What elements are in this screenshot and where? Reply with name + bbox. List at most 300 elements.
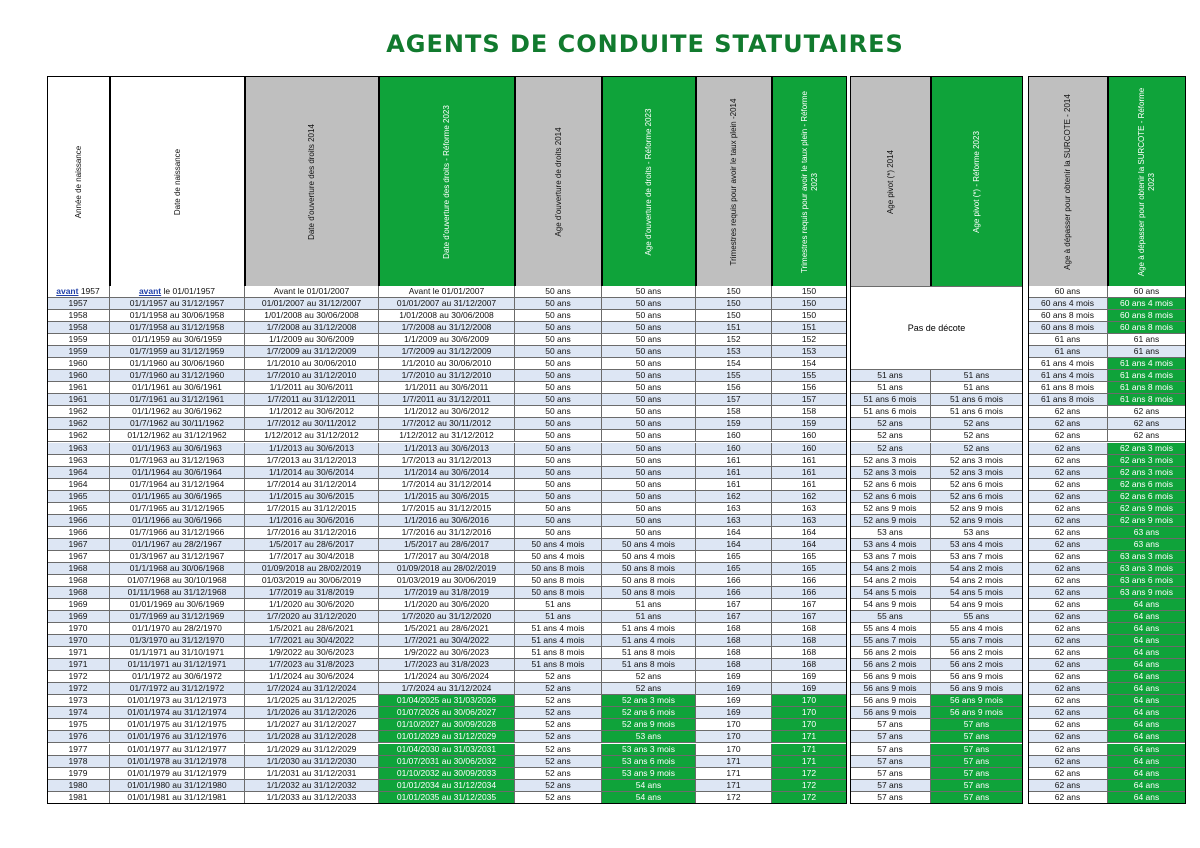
header-label: Date d'ouverture des droits 2014 — [307, 123, 316, 240]
table-cell: Avant le 01/01/2007 — [379, 286, 515, 298]
table-cell: 50 ans — [602, 358, 696, 370]
table-cell: 162 — [696, 491, 772, 503]
table-cell: 52 ans 9 mois — [602, 719, 696, 731]
table-cell: 152 — [696, 334, 772, 346]
table-cell: 54 ans 2 mois — [931, 563, 1023, 575]
table-cell: 155 — [696, 370, 772, 382]
table-cell: 51 ans 4 mois — [515, 635, 602, 647]
table-cell: 54 ans — [602, 780, 696, 792]
table-cell: 50 ans — [602, 515, 696, 527]
table-cell: 150 — [696, 286, 772, 298]
table-cell: 52 ans — [515, 719, 602, 731]
table-cell: 1967 — [47, 539, 110, 551]
table-cell: 1959 — [47, 346, 110, 358]
table-cell: 61 ans — [1028, 346, 1108, 358]
table-cell: 62 ans — [1028, 719, 1108, 731]
table-cell: 172 — [772, 792, 847, 804]
table-cell: 62 ans — [1108, 430, 1186, 442]
table-cell: 50 ans — [602, 298, 696, 310]
table-cell: 64 ans — [1108, 611, 1186, 623]
table-cell: 172 — [696, 792, 772, 804]
table-cell: 52 ans 3 mois — [931, 455, 1023, 467]
table-cell: 161 — [772, 467, 847, 479]
table-cell: 01/01/2007 au 31/12/2007 — [379, 298, 515, 310]
table-cell: 61 ans 4 mois — [1028, 358, 1108, 370]
table-cell: 52 ans — [850, 443, 931, 455]
table-cell: 57 ans — [931, 768, 1023, 780]
table-cell: 50 ans — [602, 479, 696, 491]
table-cell: 50 ans — [602, 418, 696, 430]
table-cell: 52 ans — [515, 731, 602, 743]
table-cell: 52 ans 3 mois — [931, 467, 1023, 479]
table-cell: 64 ans — [1108, 744, 1186, 756]
table-cell: 165 — [696, 563, 772, 575]
table-cell: 170 — [696, 731, 772, 743]
table-cell: 1/7/2019 au 31/8/2019 — [245, 587, 379, 599]
table-cell: 1962 — [47, 430, 110, 442]
table-cell: 55 ans — [850, 611, 931, 623]
table-cell: 01/7/1966 au 31/12/1966 — [110, 527, 245, 539]
table-cell: 63 ans 3 mois — [1108, 551, 1186, 563]
table-cell: 01/1/1963 au 30/6/1963 — [110, 443, 245, 455]
table-cell: 165 — [696, 551, 772, 563]
table-cell: 172 — [772, 768, 847, 780]
table-cell: 62 ans 9 mois — [1108, 503, 1186, 515]
table-cell: 1979 — [47, 768, 110, 780]
table-cell: 1/1/2009 au 30/6/2009 — [379, 334, 515, 346]
table-cell: 53 ans 7 mois — [850, 551, 931, 563]
table-cell: 50 ans — [602, 346, 696, 358]
table-cell: 1/7/2009 au 31/12/2009 — [379, 346, 515, 358]
table-cell: 154 — [772, 358, 847, 370]
table-cell: 170 — [696, 744, 772, 756]
table-cell: 1/12/2012 au 31/12/2012 — [245, 430, 379, 442]
table-cell: 60 ans 8 mois — [1028, 310, 1108, 322]
table-cell: 54 ans 9 mois — [850, 599, 931, 611]
table-cell: 52 ans 3 mois — [850, 467, 931, 479]
table-cell: 54 ans 2 mois — [850, 575, 931, 587]
table-cell: 1/1/2012 au 30/6/2012 — [245, 406, 379, 418]
table-cell: 01/7/1959 au 31/12/1959 — [110, 346, 245, 358]
table-cell: 168 — [772, 647, 847, 659]
table-cell: 56 ans 9 mois — [850, 683, 931, 695]
table-cell: 62 ans — [1028, 744, 1108, 756]
table-cell: 1/7/2016 au 31/12/2016 — [245, 527, 379, 539]
table-cell: 64 ans — [1108, 635, 1186, 647]
table-cell: 1961 — [47, 394, 110, 406]
header-birth-year — [47, 76, 110, 286]
table-cell: 1/7/2021 au 30/4/2022 — [245, 635, 379, 647]
table-cell: 57 ans — [931, 780, 1023, 792]
table-cell: 51 ans — [850, 382, 931, 394]
table-cell: 1/1/2010 au 30/06/2010 — [379, 358, 515, 370]
table-cell: 57 ans — [850, 744, 931, 756]
table-cell: 151 — [772, 322, 847, 334]
table-cell: 55 ans — [931, 611, 1023, 623]
table-cell: 1/7/2015 au 31/12/2015 — [245, 503, 379, 515]
table-cell: 61 ans — [1028, 334, 1108, 346]
date-before-link[interactable]: avant — [138, 286, 162, 296]
table-cell: 62 ans — [1028, 515, 1108, 527]
table-cell: 162 — [772, 491, 847, 503]
table-cell: 1/1/2014 au 30/6/2014 — [245, 467, 379, 479]
table-cell: 62 ans — [1028, 731, 1108, 743]
table-cell: 1972 — [47, 683, 110, 695]
table-cell: 56 ans 9 mois — [850, 707, 931, 719]
table-cell: 01/7/1963 au 31/12/1963 — [110, 455, 245, 467]
table-cell: 50 ans — [515, 503, 602, 515]
year-before-link[interactable]: avant — [56, 286, 79, 296]
table-cell: 52 ans — [602, 683, 696, 695]
table-cell: 50 ans 4 mois — [515, 539, 602, 551]
table-cell: 1960 — [47, 370, 110, 382]
table-cell: 52 ans 9 mois — [931, 515, 1023, 527]
table-cell: 63 ans 6 mois — [1108, 575, 1186, 587]
table-cell: 1/1/2027 au 31/12/2027 — [245, 719, 379, 731]
table-cell: 163 — [772, 503, 847, 515]
table-cell: 01/01/1980 au 31/12/1980 — [110, 780, 245, 792]
table-cell: 50 ans — [515, 467, 602, 479]
table-cell: 54 ans 9 mois — [931, 599, 1023, 611]
table-cell: 158 — [772, 406, 847, 418]
table-cell: 63 ans — [1108, 527, 1186, 539]
table-cell: 50 ans 8 mois — [602, 575, 696, 587]
table-cell: 01/7/1958 au 31/12/1958 — [110, 322, 245, 334]
table-cell: 51 ans 8 mois — [602, 659, 696, 671]
table-cell: 61 ans 8 mois — [1028, 394, 1108, 406]
table-cell: 61 ans — [1108, 346, 1186, 358]
table-cell: 56 ans 9 mois — [931, 683, 1023, 695]
table-cell: 161 — [696, 479, 772, 491]
table-cell: 01/1/1960 au 30/06/1960 — [110, 358, 245, 370]
table-cell: 50 ans — [602, 503, 696, 515]
table-cell: 57 ans — [850, 719, 931, 731]
table-cell: 50 ans — [602, 406, 696, 418]
table-cell: 62 ans — [1028, 479, 1108, 491]
table-cell: 160 — [696, 430, 772, 442]
table-cell: 1/1/2014 au 30/6/2014 — [379, 467, 515, 479]
table-cell: 64 ans — [1108, 683, 1186, 695]
table-cell: 160 — [772, 430, 847, 442]
table-cell: 01/1/1964 au 30/6/1964 — [110, 467, 245, 479]
table-cell: 01/1/1972 au 30/6/1972 — [110, 671, 245, 683]
table-cell — [110, 286, 245, 298]
table-cell: 1/7/2013 au 31/12/2013 — [379, 455, 515, 467]
table-cell: 55 ans 7 mois — [931, 635, 1023, 647]
table-cell: 01/1/1966 au 30/6/1966 — [110, 515, 245, 527]
table-cell: 01/07/1968 au 30/10/1968 — [110, 575, 245, 587]
header-label: Age d'ouverture de droits 2014 — [553, 126, 563, 237]
table-cell: 1/7/2010 au 31/12/2010 — [379, 370, 515, 382]
table-cell: 01/01/1978 au 31/12/1978 — [110, 756, 245, 768]
table-cell: 52 ans 9 mois — [850, 515, 931, 527]
table-cell: 63 ans 3 mois — [1108, 563, 1186, 575]
table-cell: 1/1/2009 au 30/6/2009 — [245, 334, 379, 346]
table-cell: 01/01/2007 au 31/12/2007 — [245, 298, 379, 310]
table-cell: 60 ans — [1108, 286, 1186, 298]
table-cell: 1966 — [47, 515, 110, 527]
header-surcote-age-2014 — [1028, 76, 1108, 286]
table-cell: 62 ans 6 mois — [1108, 491, 1186, 503]
table-cell: 63 ans — [1108, 539, 1186, 551]
table-cell: 56 ans 9 mois — [931, 707, 1023, 719]
table-cell: 52 ans — [931, 430, 1023, 442]
no-decote-cell: Pas de décote — [850, 286, 1023, 370]
table-cell: 62 ans — [1028, 587, 1108, 599]
table-cell: 1/7/2011 au 31/12/2011 — [245, 394, 379, 406]
table-cell: 1/1/2024 au 30/6/2024 — [245, 671, 379, 683]
table-cell: 01/7/1961 au 31/12/1961 — [110, 394, 245, 406]
table-cell: 54 ans 2 mois — [931, 575, 1023, 587]
table-cell: 1/7/2013 au 31/12/2013 — [245, 455, 379, 467]
table-cell: 1966 — [47, 527, 110, 539]
table-cell: 53 ans — [931, 527, 1023, 539]
table-cell: 171 — [772, 744, 847, 756]
table-cell: 150 — [772, 286, 847, 298]
table-cell: 01/1/1958 au 30/06/1958 — [110, 310, 245, 322]
table-cell: 53 ans 6 mois — [602, 756, 696, 768]
table-cell: 57 ans — [931, 719, 1023, 731]
table-cell: 1/7/2008 au 31/12/2008 — [379, 322, 515, 334]
table-cell: 61 ans — [1108, 334, 1186, 346]
table-cell: 01/1/1965 au 30/6/1965 — [110, 491, 245, 503]
table-cell: 1/7/2008 au 31/12/2008 — [245, 322, 379, 334]
table-cell: 62 ans 3 mois — [1108, 443, 1186, 455]
table-cell: 1/1/2025 au 31/12/2025 — [245, 695, 379, 707]
table-cell: 57 ans — [931, 756, 1023, 768]
table-cell: 64 ans — [1108, 792, 1186, 804]
table-cell: 50 ans — [515, 455, 602, 467]
table-cell: 1/1/2024 au 30/6/2024 — [379, 671, 515, 683]
table-cell: 171 — [696, 780, 772, 792]
table-cell: 01/1/1961 au 30/6/1961 — [110, 382, 245, 394]
table-cell: 50 ans — [602, 455, 696, 467]
table-cell: 01/10/2027 au 30/09/2028 — [379, 719, 515, 731]
table-cell: 51 ans — [931, 370, 1023, 382]
table-cell: 151 — [696, 322, 772, 334]
table-cell: 50 ans — [515, 430, 602, 442]
table-cell: 170 — [772, 695, 847, 707]
table-cell: 1/1/2012 au 30/6/2012 — [379, 406, 515, 418]
header-pivot-age-2014 — [850, 76, 931, 286]
table-cell: 168 — [696, 659, 772, 671]
table-cell: 64 ans — [1108, 647, 1186, 659]
table-cell: 50 ans — [602, 382, 696, 394]
table-cell: 01/01/1976 au 31/12/1976 — [110, 731, 245, 743]
table-cell: 60 ans 8 mois — [1108, 322, 1186, 334]
table-cell: 169 — [696, 683, 772, 695]
table-cell: 01/01/1973 au 31/12/1973 — [110, 695, 245, 707]
table-cell: 62 ans — [1028, 792, 1108, 804]
table-cell: 52 ans — [850, 430, 931, 442]
table-cell: 50 ans — [602, 334, 696, 346]
table-cell: 52 ans — [931, 418, 1023, 430]
table-cell: 54 ans 5 mois — [850, 587, 931, 599]
table-cell: 170 — [772, 719, 847, 731]
table-cell: 51 ans — [515, 599, 602, 611]
table-cell: 1976 — [47, 731, 110, 743]
table-cell: 1981 — [47, 792, 110, 804]
table-cell: 57 ans — [850, 780, 931, 792]
header-label: Année de naissance — [73, 145, 83, 218]
table-cell: 62 ans — [1028, 503, 1108, 515]
table-cell: 01/7/1969 au 31/12/1969 — [110, 611, 245, 623]
table-cell: 01/1/1959 au 30/6/1959 — [110, 334, 245, 346]
table-cell: 62 ans — [1028, 611, 1108, 623]
table-cell: 1/7/2020 au 31/12/2020 — [379, 611, 515, 623]
table-cell: 51 ans 4 mois — [602, 623, 696, 635]
table-cell: 1978 — [47, 756, 110, 768]
table-cell: 62 ans — [1028, 455, 1108, 467]
table-cell: 60 ans — [1028, 286, 1108, 298]
table-cell: 55 ans 7 mois — [850, 635, 931, 647]
table-cell: 50 ans — [515, 334, 602, 346]
table-cell: 50 ans — [602, 467, 696, 479]
table-cell: 169 — [696, 695, 772, 707]
table-cell: 01/01/1977 au 31/12/1977 — [110, 744, 245, 756]
table-cell: 1959 — [47, 334, 110, 346]
table-cell: 1/1/2029 au 31/12/2029 — [245, 744, 379, 756]
table-cell: 1/7/2009 au 31/12/2009 — [245, 346, 379, 358]
table-cell: 1/01/2008 au 30/06/2008 — [245, 310, 379, 322]
table-cell: 52 ans 6 mois — [850, 479, 931, 491]
table-cell: 1962 — [47, 418, 110, 430]
table-cell: 1/5/2017 au 28/6/2017 — [379, 539, 515, 551]
header-label: Date d'ouverture des droits - Réforme 2023 — [442, 104, 451, 259]
table-cell: 1/1/2016 au 30/6/2016 — [245, 515, 379, 527]
table-cell: 60 ans 8 mois — [1028, 322, 1108, 334]
table-cell: 64 ans — [1108, 599, 1186, 611]
table-cell: 50 ans 8 mois — [515, 587, 602, 599]
table-cell: 61 ans 4 mois — [1108, 358, 1186, 370]
table-cell: 150 — [696, 310, 772, 322]
table-cell: 01/3/1967 au 31/12/1967 — [110, 551, 245, 563]
table-cell: 168 — [696, 647, 772, 659]
table-cell: 150 — [696, 298, 772, 310]
table-cell: 51 ans 6 mois — [850, 394, 931, 406]
table-cell: 1965 — [47, 503, 110, 515]
table-cell: 61 ans 4 mois — [1028, 370, 1108, 382]
header-label: Trimestres requis pour avoir le taux plein -2014 — [729, 98, 738, 265]
table-cell: 62 ans — [1028, 406, 1108, 418]
table-cell: 01/3/1970 au 31/12/1970 — [110, 635, 245, 647]
table-cell: 1/01/2008 au 30/06/2008 — [379, 310, 515, 322]
table-cell: 01/1/1962 au 30/6/1962 — [110, 406, 245, 418]
table-cell: 01/01/2034 au 31/12/2034 — [379, 780, 515, 792]
table-cell: 52 ans — [602, 671, 696, 683]
table-cell: 166 — [772, 575, 847, 587]
table-cell: 62 ans — [1028, 599, 1108, 611]
table-cell: 152 — [772, 334, 847, 346]
table-cell: 01/03/2019 au 30/06/2019 — [245, 575, 379, 587]
table-cell: 51 ans 4 mois — [515, 623, 602, 635]
table-cell: 52 ans 3 mois — [850, 455, 931, 467]
table-cell: 50 ans 8 mois — [602, 563, 696, 575]
table-cell: 60 ans 4 mois — [1028, 298, 1108, 310]
table-cell: 50 ans — [515, 394, 602, 406]
table-cell: 62 ans — [1028, 695, 1108, 707]
table-cell: 53 ans 4 mois — [931, 539, 1023, 551]
table-cell: 168 — [772, 635, 847, 647]
table-cell: 1968 — [47, 575, 110, 587]
table-cell: 1/7/2014 au 31/12/2014 — [379, 479, 515, 491]
table-cell: 57 ans — [931, 731, 1023, 743]
table-cell: 50 ans — [515, 418, 602, 430]
table-cell: 1980 — [47, 780, 110, 792]
table-cell: 01/01/1969 au 30/6/1969 — [110, 599, 245, 611]
table-cell: 1/1/2011 au 30/6/2011 — [379, 382, 515, 394]
table-cell: 57 ans — [850, 792, 931, 804]
year-before-text: 1957 — [78, 286, 100, 296]
table-cell: 62 ans — [1028, 467, 1108, 479]
table-cell: 1/1/2011 au 30/6/2011 — [245, 382, 379, 394]
table-cell: 62 ans — [1028, 768, 1108, 780]
table-cell: 159 — [696, 418, 772, 430]
table-cell: 64 ans — [1108, 671, 1186, 683]
table-cell: 51 ans — [850, 370, 931, 382]
table-cell: 52 ans — [515, 695, 602, 707]
table-cell: 52 ans 6 mois — [850, 491, 931, 503]
table-cell: 163 — [772, 515, 847, 527]
table-cell: 62 ans — [1108, 406, 1186, 418]
table-cell: 50 ans — [602, 491, 696, 503]
table-cell: 51 ans 8 mois — [602, 647, 696, 659]
table-cell: 56 ans 9 mois — [850, 695, 931, 707]
table-cell: 50 ans — [602, 286, 696, 298]
table-cell: 52 ans 3 mois — [602, 695, 696, 707]
table-cell: 163 — [696, 515, 772, 527]
table-cell: 50 ans — [515, 479, 602, 491]
table-cell: 62 ans — [1028, 780, 1108, 792]
date-before-text: le 01/01/1957 — [161, 286, 216, 296]
table-cell: 50 ans — [515, 370, 602, 382]
table-cell: 62 ans — [1028, 527, 1108, 539]
table-cell: 60 ans 4 mois — [1108, 298, 1186, 310]
table-cell: 1971 — [47, 647, 110, 659]
table-cell: 160 — [772, 443, 847, 455]
table-cell: 01/7/1964 au 31/12/1964 — [110, 479, 245, 491]
table-cell: 1/9/2022 au 30/6/2023 — [379, 647, 515, 659]
table-cell: 1/7/2023 au 31/8/2023 — [379, 659, 515, 671]
table-cell: 166 — [772, 587, 847, 599]
table-cell: 50 ans — [515, 406, 602, 418]
header-opening-age-2023 — [602, 76, 696, 286]
table-cell: 165 — [772, 563, 847, 575]
table-cell: 1974 — [47, 707, 110, 719]
table-cell: 153 — [772, 346, 847, 358]
table-cell: 52 ans 6 mois — [602, 707, 696, 719]
table-cell: 50 ans — [515, 322, 602, 334]
table-cell: 56 ans 2 mois — [850, 647, 931, 659]
table-cell: 52 ans — [931, 443, 1023, 455]
table-cell: 168 — [772, 623, 847, 635]
table-cell: 64 ans — [1108, 719, 1186, 731]
table-cell: 171 — [772, 731, 847, 743]
table-cell: 56 ans 2 mois — [931, 659, 1023, 671]
table-cell: 62 ans — [1028, 551, 1108, 563]
table-cell: 01/11/1968 au 31/12/1968 — [110, 587, 245, 599]
table-cell: 01/12/1962 au 31/12/1962 — [110, 430, 245, 442]
table-cell: 57 ans — [850, 731, 931, 743]
table-cell: 55 ans 4 mois — [850, 623, 931, 635]
table-cell: 01/01/2035 au 31/12/2035 — [379, 792, 515, 804]
table-cell: 52 ans — [515, 683, 602, 695]
table-cell: 52 ans — [515, 756, 602, 768]
table-cell: 62 ans — [1028, 623, 1108, 635]
table-cell: 01/1/1957 au 31/12/1957 — [110, 298, 245, 310]
table-cell: 50 ans — [602, 443, 696, 455]
table-cell: 50 ans 8 mois — [602, 587, 696, 599]
